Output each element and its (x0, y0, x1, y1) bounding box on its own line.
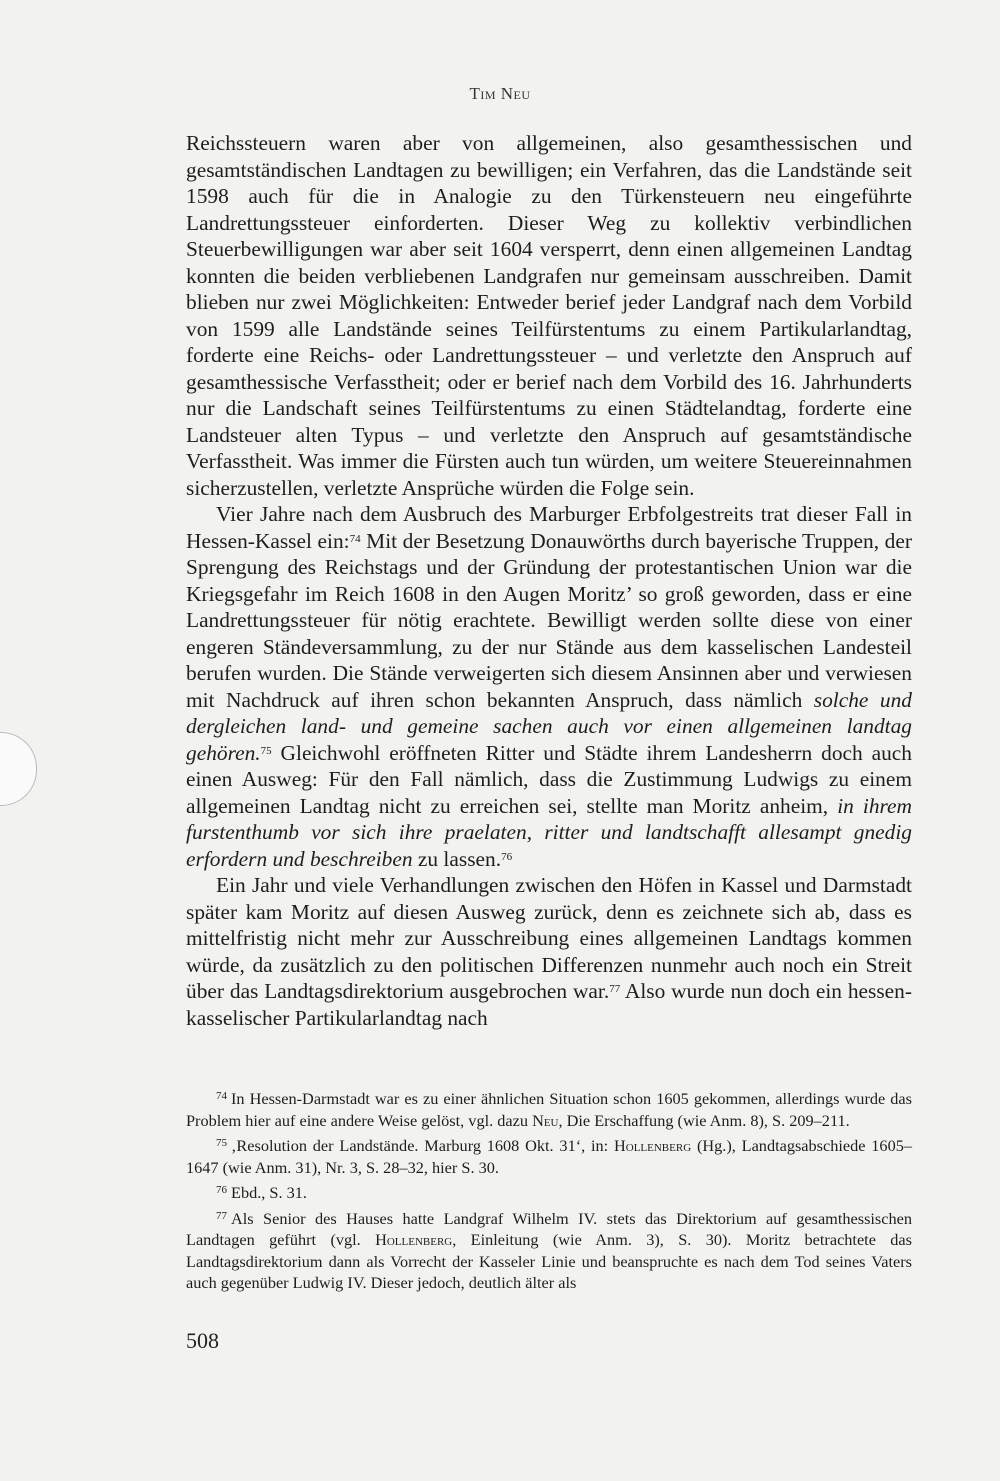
text-run: zu lassen. (412, 846, 502, 871)
text-run: Ein Jahr und viele Verhandlungen zwischen den Höfen in Kassel und Darmstadt später kam Moritz auf diesen Ausweg zurück, denn es zeichnete sich ab, dass es mittelfristig nicht mehr zur Ausschreibung eines allgemeinen Landtags kommen würde, da zusätzlich zu den politischen Differenzen nunmehr auch noch ein Streit über das Landtagsdirektorium ausgebrochen war. (186, 873, 912, 1003)
footnote-text: Als Senior des Hauses hatte Landgraf Wilhelm IV. stets das Direktorium auf gesamthessischen Landtagen geführt (vgl. (186, 1208, 912, 1249)
paragraph-3 (186, 872, 912, 1031)
footnote-text: , Einleitung (wie Anm. 3), S. 30). Moritz betrachtete das Landtagsdirektorium dann als Vorrecht der Kasseler Linie und beanspruchte es nach dem Tod seines Vaters auch gegenüber Ludwig IV. Dieser jedoch, deutlich älter als (186, 1230, 912, 1292)
footnote-ref-76[interactable]: 76 (501, 850, 513, 863)
footnote-76 (186, 1182, 912, 1204)
author-name: Hollenberg (375, 1230, 453, 1249)
footnote-ref-74[interactable]: 74 (349, 532, 361, 545)
footnote-ref-75[interactable]: 75 (260, 744, 272, 757)
author-name: Neu (532, 1110, 559, 1130)
footnote-74 (186, 1088, 912, 1131)
footnote-75 (186, 1135, 912, 1178)
footnote-text: Ebd., S. 31. (231, 1183, 307, 1202)
footnote-number: 74 (216, 1090, 227, 1102)
main-text (186, 130, 912, 1031)
author-name: Hollenberg (614, 1136, 692, 1155)
footnote-number: 76 (216, 1184, 227, 1196)
text-run: Also wurde nun doch ein hessen-kasselischer Partikularlandtag nach (186, 979, 912, 1030)
footnotes (186, 1088, 912, 1298)
text-run: Vier Jahre nach dem Ausbruch des Marburger Erbfolgestreits trat dieser Fall in Hessen-Kassel ein: (186, 502, 912, 553)
footnote-number: 75 (216, 1137, 227, 1149)
footnote-77 (186, 1208, 912, 1294)
footnote-text: In Hessen-Darmstadt war es zu einer ähnlichen Situation schon 1605 gekommen, allerdings wurde das Problem hier auf eine andere Weise gelöst, vgl. dazu (186, 1089, 912, 1130)
footnote-ref-77[interactable]: 77 (609, 983, 621, 995)
page-edge-tab (0, 732, 37, 806)
running-head: Tim Neu (469, 84, 531, 103)
text-run: Gleichwohl eröffneten Ritter und Städte ihrem Landesherrn doch auch einen Ausweg: Für den Fall nämlich, dass die Zustimmung Ludwigs zu einem allgemeinen Landtag nicht zu erreichen sei, stellte man Moritz anheim, (186, 740, 912, 818)
footnote-text: , Die Erschaffung (wie Anm. 8), S. 209–211. (558, 1110, 850, 1130)
paragraph-1: Reichssteuern waren aber von allgemeinen, also gesamthessischen und gesamtständischen Landtagen zu bewilligen; ein Verfahren, das die Landstände seit 1598 auch für die in Analogie zu den Türkensteuern neu eingeführte Landrettungssteuer einforderten. Dieser Weg zu kollektiv verbindlichen Steuerbewilligungen war aber seit 1604 versperrt, denn einen allgemeinen Landtag konnten die beiden verbliebenen Landgrafen nur gemeinsam ausschreiben. Damit blieben nur zwei Möglichkeiten: Entweder berief jeder Landgraf nach dem Vorbild von 1599 alle Landstände seines Teilfürstentums zu einem Partikularlandtag, forderte eine Reichs- oder Landrettungssteuer – und verletzte den Anspruch auf gesamthessische Verfasstheit; oder er berief nach dem Vorbild des 16. Jahrhunderts nur die Landschaft seines Teilfürstentums zu einen Städtelandtag, forderte eine Landsteuer alten Typus – und verletzte den Anspruch auf gesamtständische Verfasstheit. Was immer die Fürsten auch tun würden, um weitere Steuereinnahmen sicherzustellen, verletzte Ansprüche würden die Folge sein. (186, 131, 912, 500)
paragraph-2 (186, 501, 912, 872)
quote-italic: in ihrem furstenthumb vor sich ihre praelaten, ritter und landtschafft allesampt gnedig erfordern und beschreiben (186, 793, 912, 871)
page-number: 508 (186, 1328, 219, 1353)
text-run: Mit der Besetzung Donauwörths durch bayerische Truppen, der Sprengung des Reichstags und der Gründung der protestantischen Union war die Kriegsgefahr im Reich 1608 in den Augen Moritz’ so groß geworden, dass er eine Landrettungssteuer für nötig erachtete. Bewilligt werden sollte diese von einer engeren Ständeversammlung, zu der nur Stände aus dem kasselischen Landesteil berufen wurden. Die Stände verweigerten sich diesem Ansinnen aber und verwiesen mit Nachdruck auf ihren schon bekannten Anspruch, dass nämlich (186, 528, 912, 712)
footnote-number: 77 (216, 1209, 227, 1222)
footnote-text: (Hg.), Landtagsabschiede 1605–1647 (wie Anm. 31), Nr. 3, S. 28–32, hier S. 30. (186, 1136, 912, 1177)
footnote-text: ‚Resolution der Landstände. Marburg 1608 Okt. 31‘, in: (231, 1136, 614, 1155)
quote-italic: solche und dergleichen land- und gemeine sachen auch vor einen allgemeinen landtag gehören. (186, 687, 912, 765)
